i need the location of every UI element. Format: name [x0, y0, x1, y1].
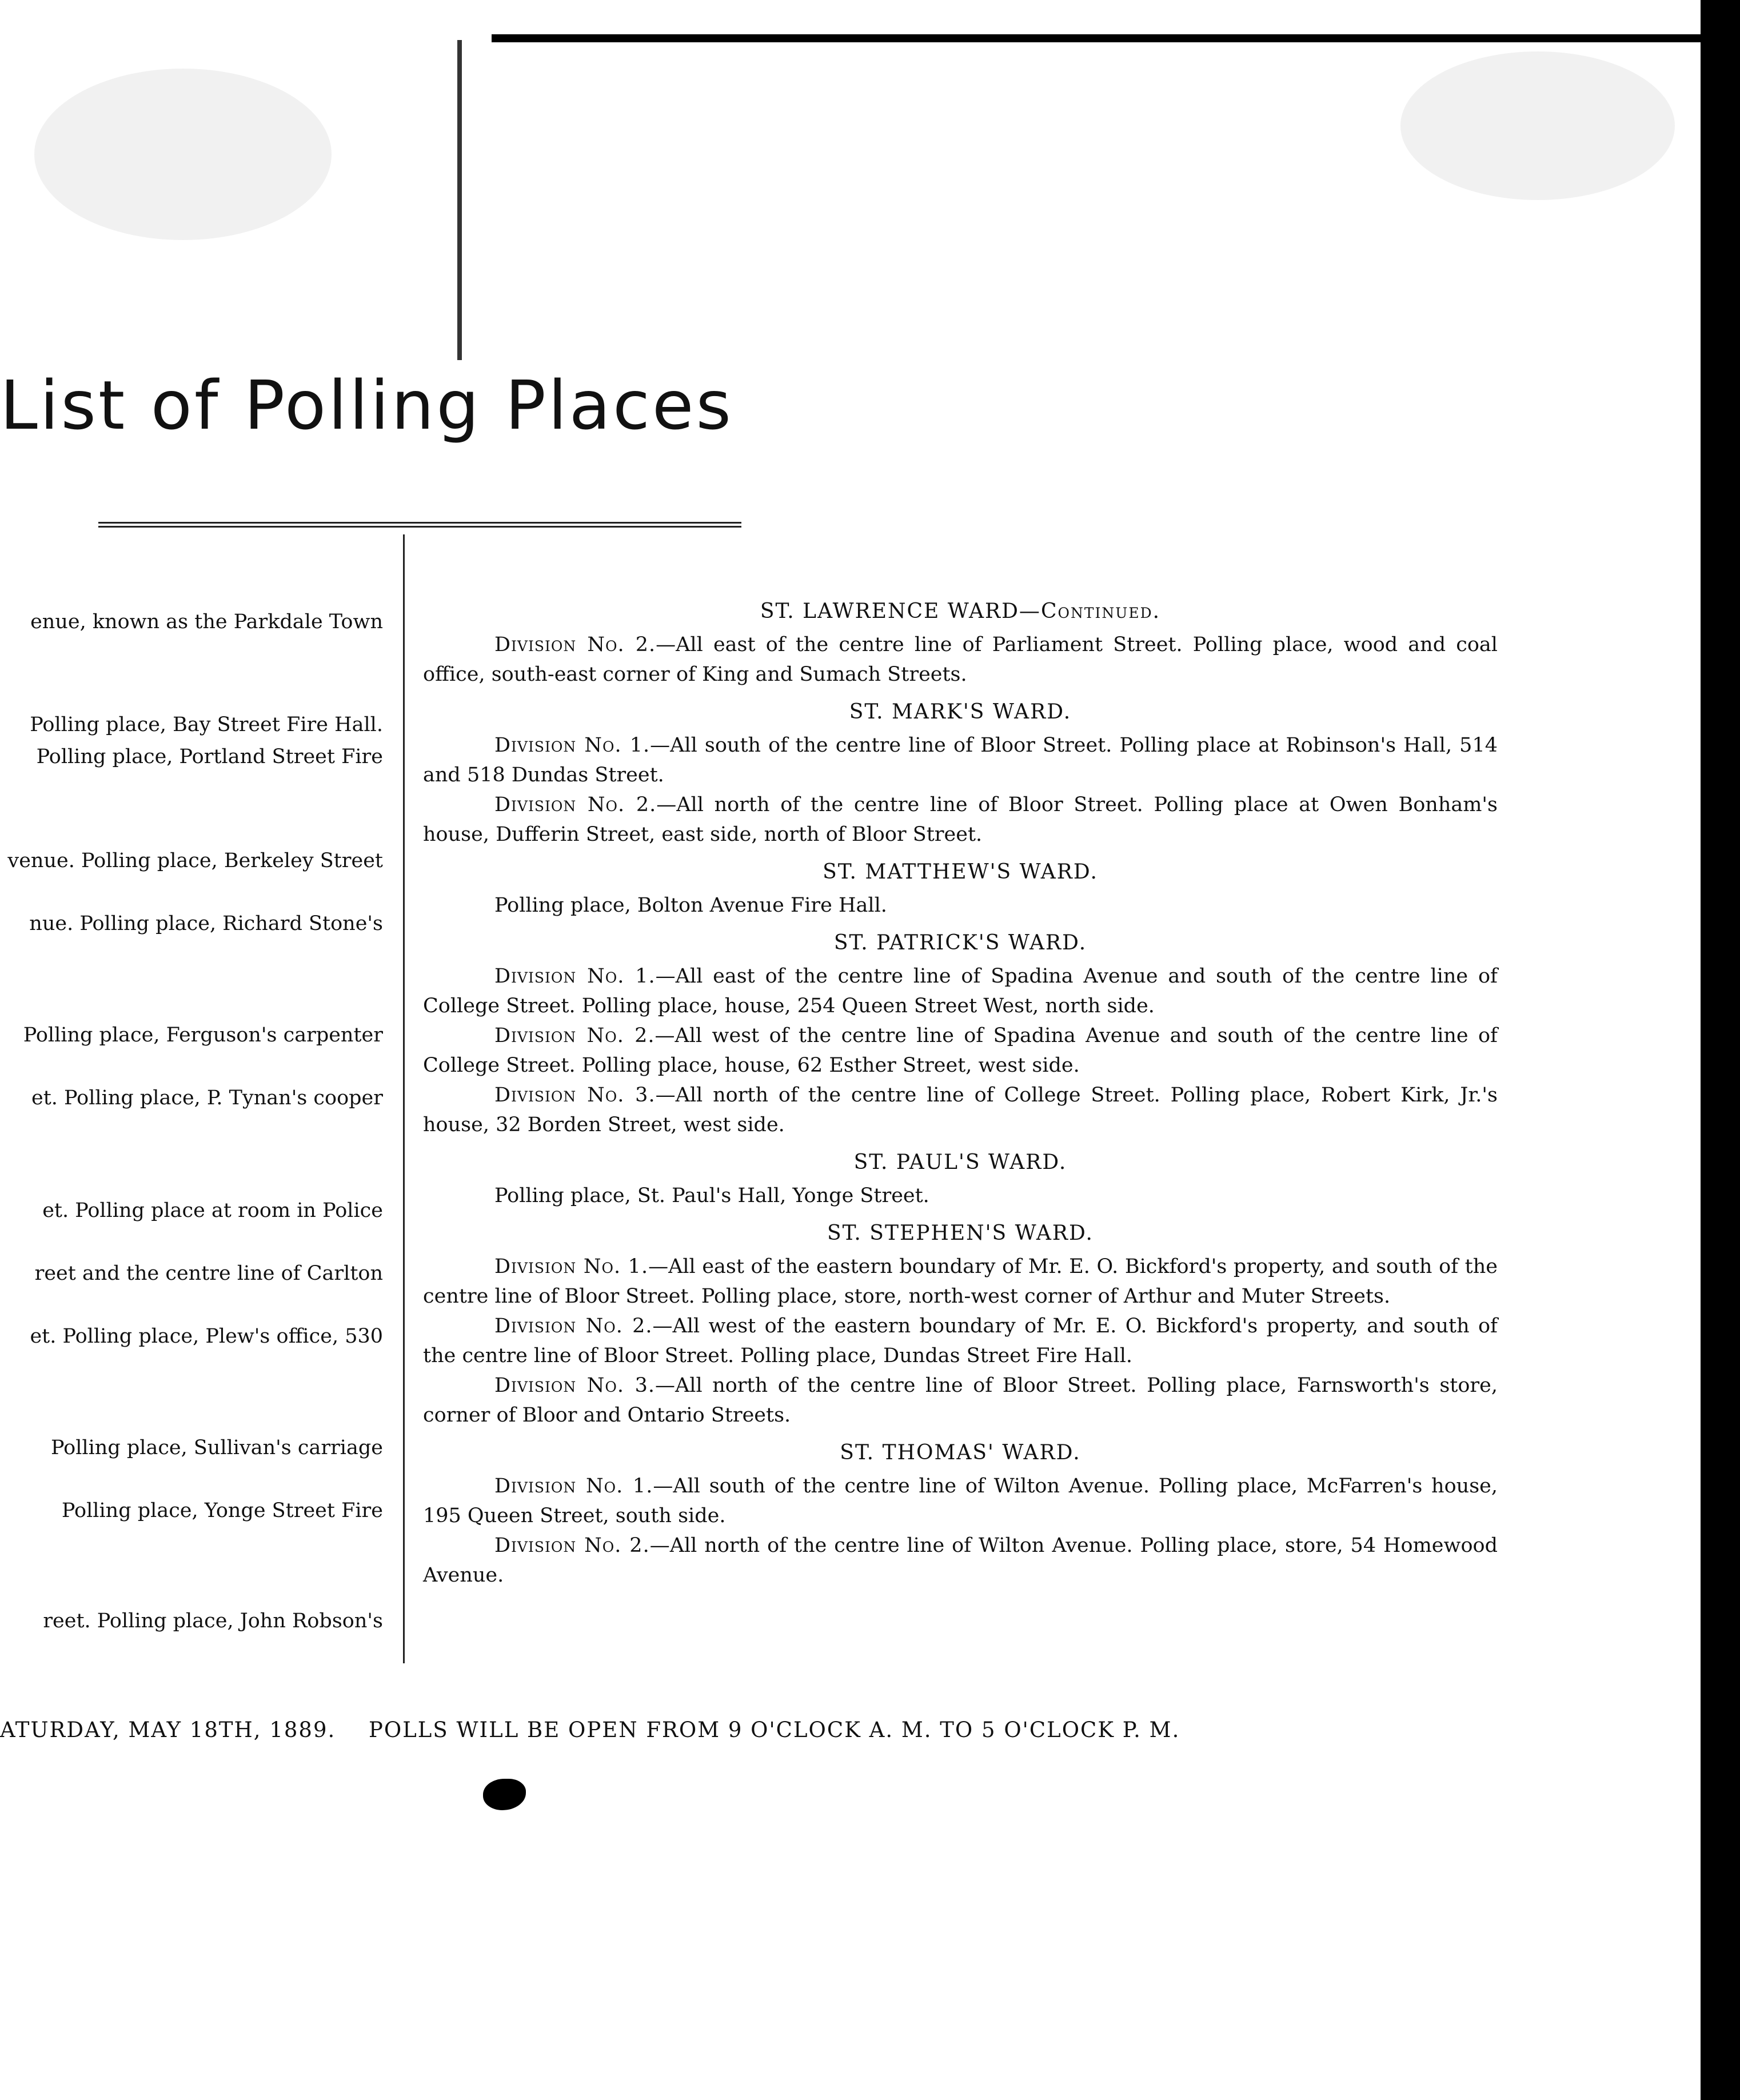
ward-heading: ST. LAWRENCE WARD—Continued.	[760, 600, 1161, 623]
ward-heading: ST. PATRICK'S WARD.	[833, 931, 1087, 955]
column-divider	[403, 534, 405, 1663]
scan-border-right	[1701, 0, 1740, 2100]
ward-heading: ST. THOMAS' WARD.	[840, 1441, 1081, 1464]
scan-border-top	[492, 34, 1701, 42]
division-entry: Division No. 2.—All west of the centre line of Spadina Avenue and south of the centre line of College Street. Polling place, house, 62 Esther Street, west side.	[423, 1024, 1498, 1077]
division-entry: Division No. 3.—All north of the centre line of College Street. Polling place, Robert Kirk, Jr.'s house, 32 Borden Street, west side.	[423, 1084, 1498, 1136]
division-entry: Division No. 1.—All east of the eastern boundary of Mr. E. O. Bickford's property, and south of the centre line of Bloor Street. Polling place, store, north-west corner of Arthur and Muter Streets.	[423, 1255, 1498, 1308]
left-line: Polling place, Portland Street Fire	[36, 745, 383, 768]
left-line: reet and the centre line of Carlton	[34, 1262, 383, 1285]
division-entry: Division No. 2.—All north of the centre line of Bloor Street. Polling place at Owen Bonham's house, Dufferin Street, east side, north of Bloor Street.	[423, 793, 1498, 846]
title-rule	[98, 522, 741, 528]
division-entry: Polling place, St. Paul's Hall, Yonge Street.	[494, 1184, 929, 1207]
election-date: ATURDAY, MAY 18TH, 1889.	[0, 1718, 336, 1742]
poll-hours: POLLS WILL BE OPEN FROM 9 O'CLOCK A. M. TO 5 O'CLOCK P. M.	[369, 1718, 1180, 1742]
left-line: et. Polling place, P. Tynan's cooper	[31, 1087, 383, 1109]
division-entry: Division No. 2.—All east of the centre line of Parliament Street. Polling place, wood and coal office, south-east corner of King and Sumach Streets.	[423, 633, 1498, 686]
water-stain	[1400, 51, 1675, 200]
page-title: List of Polling Places	[0, 366, 733, 445]
ink-blot	[483, 1779, 526, 1810]
division-entry: Division No. 1.—All south of the centre line of Bloor Street. Polling place at Robinson's Hall, 514 and 518 Dundas Street.	[423, 734, 1498, 786]
division-entry: Division No. 1.—All south of the centre line of Wilton Avenue. Polling place, McFarren's house, 195 Queen Street, south side.	[423, 1475, 1498, 1527]
division-entry: Division No. 3.—All north of the centre line of Bloor Street. Polling place, Farnsworth's store, corner of Bloor and Ontario Streets.	[423, 1374, 1498, 1427]
division-entry: Division No. 1.—All east of the centre line of Spadina Avenue and south of the centre line of College Street. Polling place, house, 254 Queen Street West, north side.	[423, 965, 1498, 1017]
left-line: enue, known as the Parkdale Town	[30, 610, 383, 633]
left-line: reet. Polling place, John Robson's	[43, 1610, 383, 1632]
left-line: Polling place, Sullivan's carriage	[51, 1436, 383, 1459]
division-entry: Division No. 2.—All west of the eastern boundary of Mr. E. O. Bickford's property, and south of the centre line of Bloor Street. Polling place, Dundas Street Fire Hall.	[423, 1315, 1498, 1367]
paper-tear	[457, 40, 485, 360]
ward-heading: ST. MARK'S WARD.	[849, 700, 1072, 724]
left-line: Polling place, Yonge Street Fire	[61, 1499, 383, 1522]
left-line: et. Polling place at room in Police	[42, 1199, 383, 1222]
division-entry: Polling place, Bolton Avenue Fire Hall.	[494, 894, 887, 917]
division-entry: Division No. 2.—All north of the centre line of Wilton Avenue. Polling place, store, 54 Homewood Avenue.	[423, 1534, 1498, 1587]
left-line: Polling place, Ferguson's carpenter	[23, 1024, 383, 1047]
ward-heading: ST. PAUL'S WARD.	[853, 1151, 1067, 1174]
right-column	[423, 589, 1498, 1590]
ward-heading: ST. MATTHEW'S WARD.	[823, 860, 1098, 884]
water-stain	[34, 69, 332, 240]
ward-heading: ST. STEPHEN'S WARD.	[827, 1221, 1094, 1245]
left-line: Polling place, Bay Street Fire Hall.	[30, 713, 383, 736]
left-line: nue. Polling place, Richard Stone's	[29, 912, 383, 935]
left-line: et. Polling place, Plew's office, 530	[30, 1325, 383, 1348]
left-line: venue. Polling place, Berkeley Street	[7, 849, 383, 872]
